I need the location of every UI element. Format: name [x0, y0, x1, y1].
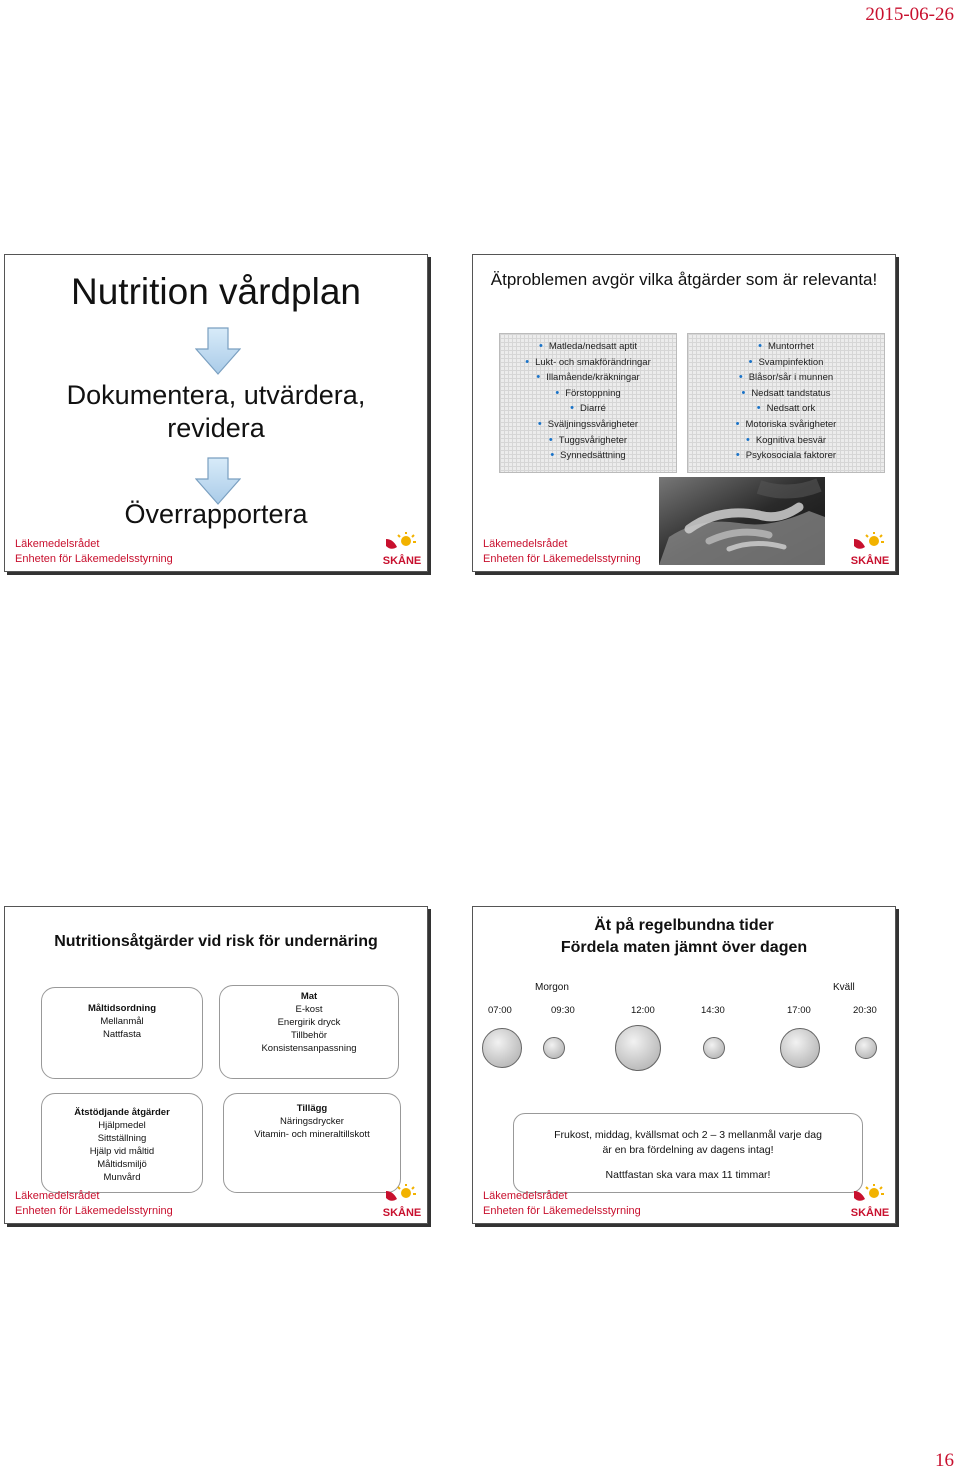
box-line: Sittställning: [97, 1133, 147, 1144]
slide4-title-line1: Ät på regelbundna tider: [594, 917, 774, 934]
symptom-list-left-items: [500, 334, 676, 464]
meal-circle: [543, 1037, 566, 1060]
box-line: Vitamin- och mineraltillskott: [254, 1129, 370, 1140]
time-label: 17:00: [787, 1005, 811, 1016]
slide4-title-line2: Fördela maten jämnt över dagen: [560, 939, 808, 956]
region-skane-logo: [849, 531, 889, 567]
symptom-list-right: [687, 333, 885, 473]
symptom-item: • Synnedsättning: [500, 448, 676, 464]
footer-unit: Enheten för Läkemedelsstyrning: [483, 1205, 641, 1217]
box-line: E-kost: [295, 1004, 323, 1015]
box-maltidsordning: [41, 987, 203, 1079]
footer-unit: Enheten för Läkemedelsstyrning: [483, 553, 641, 565]
meal-circle: [482, 1028, 522, 1068]
box-line: Måltidsmiljö: [97, 1159, 147, 1170]
svg-text:SKÅNE: SKÅNE: [382, 1207, 421, 1219]
slide1-title: Nutrition vårdplan: [71, 271, 361, 312]
slide-nutritionsatgarder: [4, 906, 428, 1224]
time-label: 07:00: [488, 1005, 512, 1016]
meal-circle: [780, 1028, 820, 1068]
box-atstodjande-heading: Ätstödjande åtgärder: [74, 1107, 170, 1118]
meal-circle: [855, 1037, 878, 1060]
box-line: Mellanmål: [100, 1016, 144, 1027]
symptom-item: • Kognitiva besvär: [688, 433, 884, 449]
footer-unit: Enheten för Läkemedelsstyrning: [15, 1205, 173, 1217]
box-tillagg-heading: Tillägg: [296, 1103, 328, 1114]
symptom-item: • Sväljningssvårigheter: [500, 417, 676, 433]
symptom-item: • Förstoppning: [500, 386, 676, 402]
meal-circle: [703, 1037, 726, 1060]
symptom-item: • Nedsatt ork: [688, 401, 884, 417]
box-line: Hjälp vid måltid: [89, 1146, 155, 1157]
symptom-item: • Blåsor/sår i munnen: [688, 370, 884, 386]
symptom-list-right-items: [688, 334, 884, 464]
symptom-item: • Motoriska svårigheter: [688, 417, 884, 433]
down-arrow-icon: [195, 327, 241, 375]
time-label: 14:30: [701, 1005, 725, 1016]
box-tillagg: [223, 1093, 401, 1193]
symptom-item: • Illamående/kräkningar: [500, 370, 676, 386]
slide-nutrition-vardplan: [4, 254, 428, 572]
slide1-subtitle-line1: Dokumentera, utvärdera,: [66, 380, 366, 410]
label-morgon: Morgon: [535, 982, 569, 993]
down-arrow-icon: [195, 457, 241, 505]
symptom-item: • Svampinfektion: [688, 355, 884, 371]
box-line: Energirik dryck: [277, 1017, 341, 1028]
box-maltidsordning-heading: Måltidsordning: [87, 1003, 157, 1014]
slide-footer: [483, 537, 641, 567]
slide1-overrapportera: Överrapportera: [124, 499, 308, 529]
region-skane-logo: [381, 531, 421, 567]
time-label: 12:00: [631, 1005, 655, 1016]
label-kvall: Kväll: [833, 982, 855, 993]
slide1-subtitle: [5, 379, 427, 445]
page-date: 2015-06-26: [865, 4, 954, 25]
svg-text:SKÅNE: SKÅNE: [850, 555, 889, 567]
slide-footer: [15, 1189, 173, 1219]
svg-text:SKÅNE: SKÅNE: [850, 1207, 889, 1219]
footer-org: Läkemedelsrådet: [15, 538, 100, 550]
holding-hands-photo: [659, 477, 825, 565]
box-line: Nattfasta: [102, 1029, 142, 1040]
footer-org: Läkemedelsrådet: [15, 1190, 100, 1202]
time-label: 20:30: [853, 1005, 877, 1016]
region-skane-logo: [849, 1183, 889, 1219]
slide3-title: Nutritionsåtgärder vid risk för undernäring: [54, 933, 378, 950]
symptom-item: • Psykosociala faktorer: [688, 448, 884, 464]
box-line: Hjälpmedel: [98, 1120, 146, 1131]
footer-org: Läkemedelsrådet: [483, 538, 568, 550]
symptom-item: • Diarré: [500, 401, 676, 417]
box-line: Tillbehör: [290, 1030, 328, 1041]
meal-circle: [615, 1025, 661, 1071]
box-mat: [219, 985, 399, 1079]
slide-regelbundna-tider: [472, 906, 896, 1224]
slide2-title: Ätproblemen avgör vilka åtgärder som är relevanta!: [490, 270, 878, 289]
symptom-list-left: [499, 333, 677, 473]
symptom-item: • Lukt- och smakförändringar: [500, 355, 676, 371]
time-label: 09:30: [551, 1005, 575, 1016]
footer-unit: Enheten för Läkemedelsstyrning: [15, 553, 173, 565]
footer-org: Läkemedelsrådet: [483, 1190, 568, 1202]
page-number: 16: [935, 1450, 954, 1471]
region-skane-logo: [381, 1183, 421, 1219]
slide1-subtitle-line2: revidera: [167, 413, 265, 443]
slide-atproblemen: [472, 254, 896, 572]
slide-footer: [483, 1189, 641, 1219]
box-atstodjande-atgarder: [41, 1093, 203, 1193]
box-line: Munvård: [103, 1172, 141, 1183]
box-mat-heading: Mat: [300, 991, 318, 1002]
symptom-item: • Tuggsvårigheter: [500, 433, 676, 449]
text-line1: Frukost, middag, kvällsmat och 2 – 3 mellanmål varje dag: [554, 1129, 822, 1141]
svg-text:SKÅNE: SKÅNE: [382, 555, 421, 567]
text-line2: är en bra fördelning av dagens intag!: [602, 1144, 774, 1156]
slide4-title: [473, 915, 895, 959]
slide-footer: [15, 537, 173, 567]
symptom-item: • Muntorrhet: [688, 339, 884, 355]
text-line3: Nattfastan ska vara max 11 timmar!: [605, 1169, 771, 1181]
meal-distribution-text-box: [513, 1113, 863, 1193]
box-line: Konsistensanpassning: [261, 1043, 357, 1054]
symptom-item: • Nedsatt tandstatus: [688, 386, 884, 402]
box-line: Näringsdrycker: [280, 1116, 344, 1127]
symptom-item: • Matleda/nedsatt aptit: [500, 339, 676, 355]
